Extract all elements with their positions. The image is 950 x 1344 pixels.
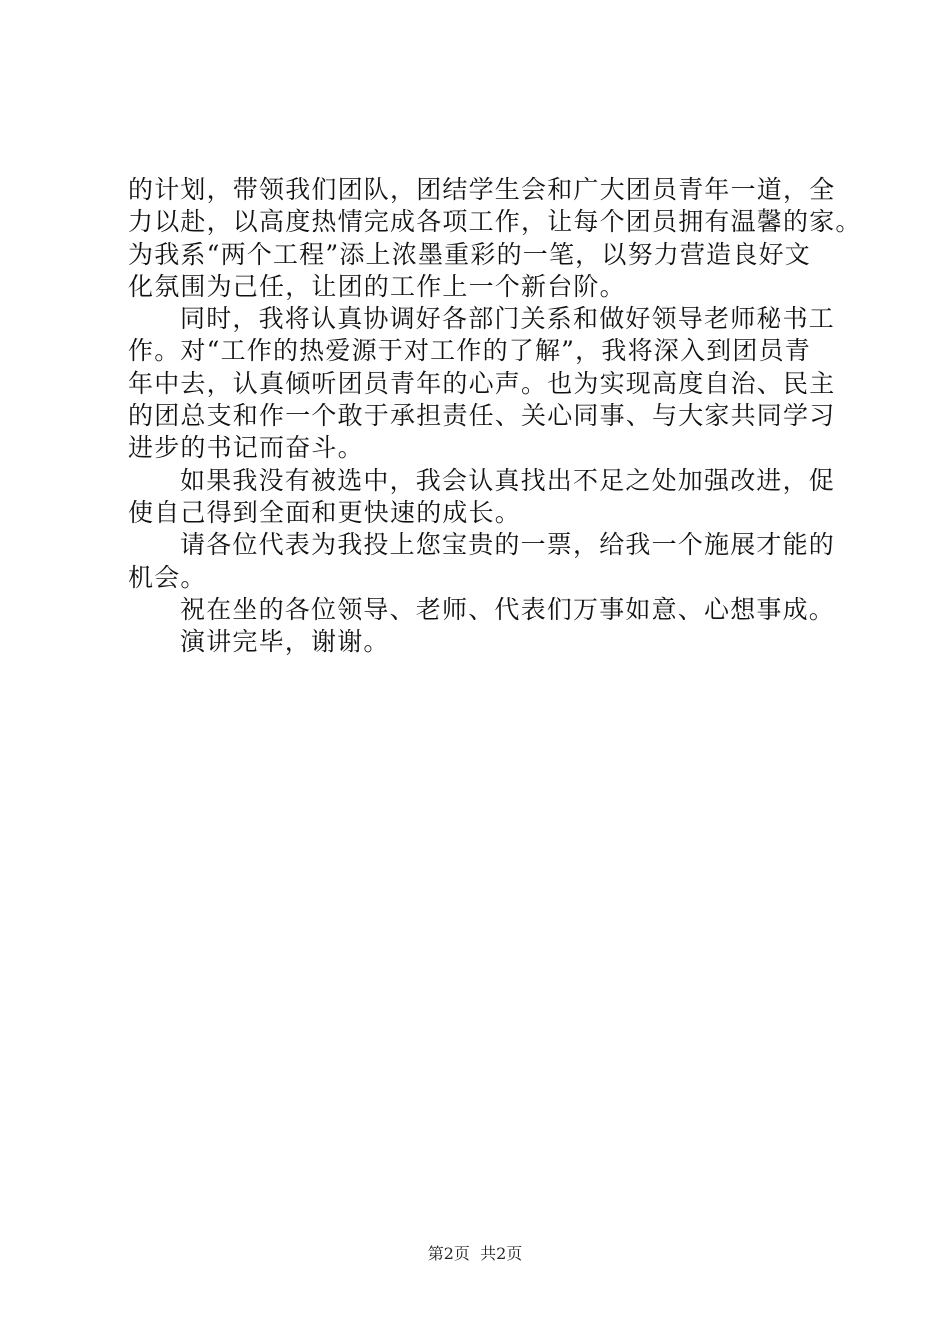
text-line: 为我系“两个工程”添上浓墨重彩的一笔，以努力营造良好文 bbox=[128, 239, 811, 269]
text-line: 进步的书记而奋斗。 bbox=[128, 433, 364, 463]
page-number-footer: 第2页 共2页 bbox=[427, 1244, 523, 1263]
paragraph bbox=[128, 174, 862, 303]
text-line: 的计划，带领我们团队，团结学生会和广大团员青年一道，全 bbox=[128, 175, 836, 204]
paragraph bbox=[128, 303, 838, 464]
text-line: 使自己得到全面和更快速的成长。 bbox=[128, 497, 522, 527]
document-body bbox=[128, 174, 862, 658]
paragraph bbox=[128, 594, 838, 626]
text-line: 化氛围为己任，让团的工作上一个新台阶。 bbox=[128, 271, 626, 301]
text-line: 机会。 bbox=[128, 562, 207, 592]
paragraph bbox=[128, 626, 838, 658]
text-line: 演讲完毕，谢谢。 bbox=[180, 627, 390, 657]
text-line: 年中去，认真倾听团员青年的心声。也为实现高度自治、民主 bbox=[128, 368, 836, 398]
paragraph bbox=[128, 465, 838, 530]
text-line: 如果我没有被选中，我会认真找出不足之处加强改进，促 bbox=[180, 465, 836, 495]
text-line: 同时，我将认真协调好各部门关系和做好领导老师秘书工 bbox=[180, 304, 836, 334]
text-line: 的团总支和作一个敢于承担责任、关心同事、与大家共同学习 bbox=[128, 401, 836, 431]
text-line: 作。对“工作的热爱源于对工作的了解”，我将深入到团员青 bbox=[128, 336, 811, 366]
text-line: 力以赴，以高度热情完成各项工作，让每个团员拥有温馨的家。 bbox=[128, 207, 862, 237]
paragraph bbox=[128, 529, 838, 594]
text-line: 请各位代表为我投上您宝贵的一票，给我一个施展才能的 bbox=[180, 530, 836, 560]
text-line: 祝在坐的各位领导、老师、代表们万事如意、心想事成。 bbox=[180, 594, 836, 624]
